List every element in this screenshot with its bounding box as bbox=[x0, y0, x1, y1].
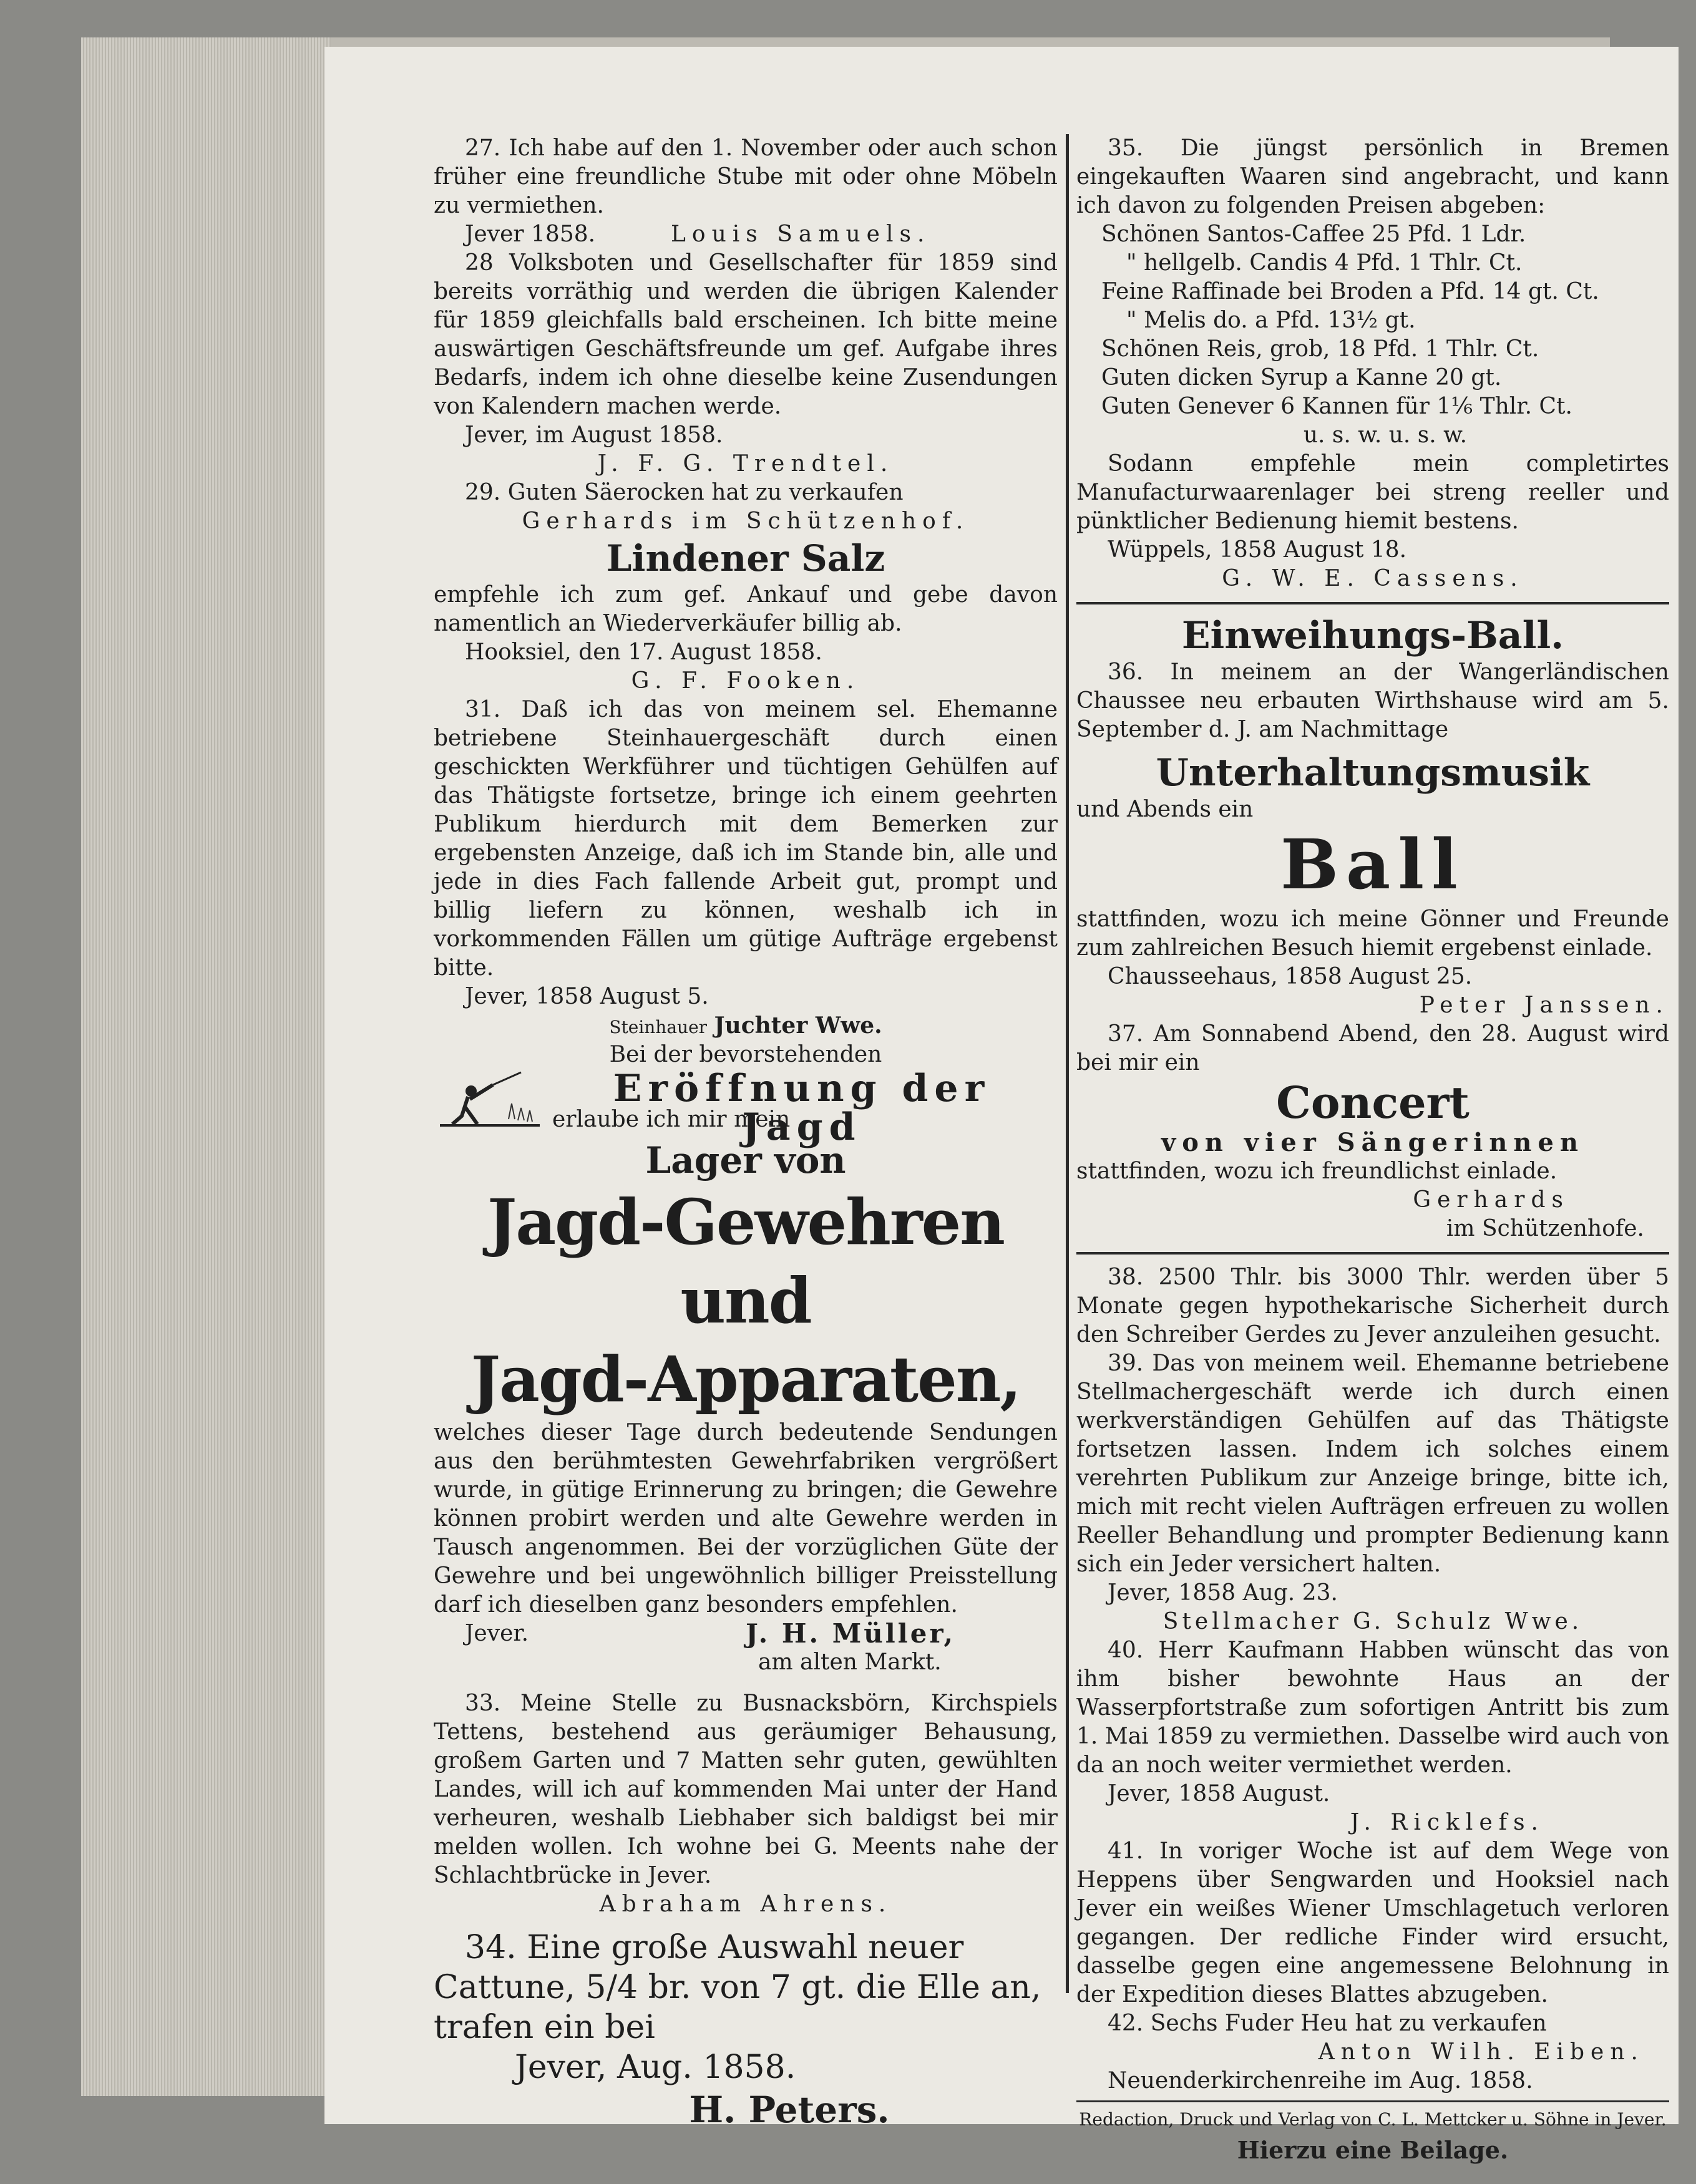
ad-37-text-b: stattfinden, wozu ich freundlichst einlade. bbox=[1076, 1158, 1557, 1184]
price-list-item: " Melis do. a Pfd. 13½ gt. bbox=[1126, 308, 1416, 333]
ad-36-place: Chausseehaus, 1858 August 25. bbox=[1108, 964, 1473, 989]
price-list-item: Guten Genever 6 Kannen für 1⅙ Thlr. Ct. bbox=[1101, 394, 1572, 419]
ad-35-place: Wüppels, 1858 August 18. bbox=[1108, 537, 1407, 563]
rule-line bbox=[1076, 2100, 1669, 2102]
right-column bbox=[1076, 134, 1669, 2165]
ad-31-signature: Juchter Wwe. bbox=[714, 1012, 882, 1039]
ad-37-concert: Concert bbox=[1276, 1077, 1469, 1128]
price-list-item: Feine Raffinade bei Broden a Pfd. 14 gt. Ct. bbox=[1101, 279, 1599, 304]
ad-41-text: 41. In voriger Woche ist auf dem Wege von Heppens über Sengwarden und Hooksiel nach Jever ein weißes Wiener Umschlagetuch verloren gegangen. Der redliche Finder wird ersucht, dasselbe gegen eine angemessene Belohnung in der Expedition dieses Blattes abzugeben. bbox=[1076, 1838, 1669, 2007]
ad-39-text: 39. Das von meinem weil. Ehemanne betriebene Stellmachergeschäft werde ich durch einen werkverständigen Gehülfen auf das Thätigste fortsetzen lassen. Indem ich solches einem verehrten Publikum zur Anzeige bringe, bitte ich, mich mit recht vielen Aufträgen erfreuen zu wollen Reeller Behandlung und prompter Bedienung kann sich ein Jeder versichert halten. bbox=[1076, 1351, 1669, 1577]
ad-35-signature: G. W. E. Cassens. bbox=[1222, 566, 1524, 591]
price-list-item: Guten dicken Syrup a Kanne 20 gt. bbox=[1101, 365, 1502, 391]
ad-28-place: Jever, im August 1858. bbox=[465, 422, 723, 448]
ad-35-text-b: Sodann empfehle mein completirtes Manufacturwaarenlager bei streng reeller und pünktlicher Bedienung hiemit bestens. bbox=[1076, 451, 1669, 534]
ad-34-line-4: Jever, Aug. 1858. bbox=[515, 2049, 796, 2086]
imprint: Redaction, Druck und Verlag von C. L. Mettcker u. Söhne in Jever. bbox=[1079, 2109, 1667, 2130]
ad-39-place: Jever, 1858 Aug. 23. bbox=[1108, 1580, 1338, 1606]
ad-30-text: empfehle ich zum gef. Ankauf und gebe davon namentlich an Wiederverkäufer billig ab. bbox=[434, 582, 1058, 636]
ad-34-line-1: 34. Eine große Auswahl neuer bbox=[465, 1929, 964, 1966]
ad-32-lager: Lager von bbox=[645, 1139, 846, 1182]
ad-27-place: Jever 1858. bbox=[465, 221, 596, 247]
ad-31-place: Jever, 1858 August 5. bbox=[465, 984, 709, 1009]
ad-36-text-b: stattfinden, wozu ich meine Gönner und Freunde zum zahlreichen Besuch hiemit ergebenst einlade. bbox=[1076, 906, 1669, 961]
ad-34-line-3: trafen ein bei bbox=[434, 2009, 655, 2046]
ad-27-signature: Louis Samuels. bbox=[671, 221, 931, 247]
ad-39-signature: Stellmacher G. Schulz Wwe. bbox=[1162, 1609, 1583, 1634]
supplement-notice: Hierzu eine Beilage. bbox=[1237, 2136, 1509, 2164]
ad-32-subline: erlaube ich mir mein bbox=[552, 1107, 791, 1132]
ad-32-text: welches dieser Tage durch bedeutende Sendungen aus den berühmtesten Gewehrfabriken vergrößert wurde, in gütige Erinnerung zu bringen; die Gewehre können probirt werden und alte Gewehre werden in Tausch angenommen. Bei der vorzüglichen Güte der Gewehre und bei ungewöhnlich billiger Preisstellung darf ich dieselben ganz besonders empfehlen. bbox=[434, 1420, 1058, 1618]
ad-35-price-list bbox=[1076, 220, 1669, 450]
price-list-item: u. s. w. u. s. w. bbox=[1303, 422, 1468, 448]
ad-42-text: 42. Sechs Fuder Heu hat zu verkaufen bbox=[1108, 2011, 1547, 2036]
newspaper-page bbox=[324, 47, 1679, 2164]
ad-34-line-2: Cattune, 5/4 br. von 7 gt. die Elle an, bbox=[434, 1969, 1041, 2006]
ad-35-text: 35. Die jüngst persönlich in Bremen eingekauften Waaren sind angebracht, und kann ich davon zu folgenden Preisen abgeben: bbox=[1076, 135, 1669, 218]
ad-38-text: 38. 2500 Thlr. bis 3000 Thlr. werden über 5 Monate gegen hypothekarische Sicherheit durch den Schreiber Gerdes zu Jever anzuleihen gesucht. bbox=[1076, 1264, 1669, 1347]
ad-36-ball: Ball bbox=[1280, 824, 1465, 905]
hunter-illustration-icon bbox=[434, 1069, 546, 1132]
ad-27-text: 27. Ich habe auf den 1. November oder auch schon früher eine freundliche Stube mit oder ohne Möbeln zu vermiethen. bbox=[434, 135, 1058, 218]
ad-31-signature-prefix: Steinhauer bbox=[609, 1017, 708, 1037]
left-column bbox=[434, 134, 1058, 2132]
ad-31-signature-line bbox=[434, 1011, 1058, 1041]
ad-32-signature-address: am alten Markt. bbox=[758, 1649, 942, 1675]
ad-33-signature: Abraham Ahrens. bbox=[599, 1891, 892, 1917]
ad-40-place: Jever, 1858 August. bbox=[1108, 1781, 1330, 1807]
ad-28-text: 28 Volksboten und Gesellschafter für 1859 sind bereits vorräthig und werden die übrigen Kalender für 1859 gleichfalls bald erscheinen. Ich bitte meine auswärtigen Geschäftsfreunde um gef. Aufgabe ihres Bedarfs, indem ich ohne dieselbe keine Zusendungen von Kalendern machen werde. bbox=[434, 250, 1058, 419]
ad-40-signature: J. Ricklefs. bbox=[1350, 1810, 1544, 1835]
ad-29-signature: Gerhards im Schützenhof. bbox=[522, 508, 970, 534]
ad-32-headline-1: Jagd-Gewehren und bbox=[487, 1185, 1004, 1337]
column-divider bbox=[1066, 134, 1069, 1993]
ad-32-header-row bbox=[434, 1067, 1058, 1149]
ad-36-music: Unterhaltungsmusik bbox=[1156, 751, 1590, 795]
ad-40-text: 40. Herr Kaufmann Habben wünscht das von ihm bisher bewohnte Haus an der Wasserpfortstraße zum sofortigen Antritt bis zum 1. Mai 1859 zu vermiethen. Dasselbe wird auch von da an noch weiter vermiethet werden. bbox=[1076, 1638, 1669, 1778]
ad-42-place: Neuenderkirchenreihe im Aug. 1858. bbox=[1108, 2068, 1533, 2094]
ad-37-text: 37. Am Sonnabend Abend, den 28. August wird bei mir ein bbox=[1076, 1021, 1669, 1075]
book-page-edges bbox=[81, 37, 331, 2096]
ad-32-headline-2: Jagd-Apparaten, bbox=[470, 1342, 1021, 1416]
ad-36-text: 36. In meinem an der Wangerländischen Chaussee neu erbauten Wirthshause wird am 5. September d. J. am Nachmittage bbox=[1076, 659, 1669, 742]
ad-32-place: Jever. bbox=[465, 1621, 529, 1646]
ad-30-heading: Lindener Salz bbox=[606, 537, 885, 580]
ad-37-signature-address: im Schützenhofe. bbox=[1446, 1216, 1644, 1241]
rule-line bbox=[1076, 1252, 1669, 1255]
ad-30-place: Hooksiel, den 17. August 1858. bbox=[465, 639, 822, 665]
ad-28-signature: J. F. G. Trendtel. bbox=[597, 451, 894, 477]
ad-33-text: 33. Meine Stelle zu Busnacksbörn, Kirchspiels Tettens, bestehend aus geräumiger Behausung, großem Garten und 7 Matten sehr guten, gewühlten Landes, will ich auf kommenden Mai unter der Hand verheuren, weshalb Liebhaber sich baldigst bei mir melden wollen. Ich wohne bei G. Meents nahe der Schlachtbrücke in Jever. bbox=[434, 1691, 1058, 1888]
ad-32-signature-row bbox=[434, 1619, 1058, 1648]
ad-32-heading: Eröffnung der Jagd bbox=[613, 1067, 991, 1149]
ad-37-subheading: von vier Sängerinnen bbox=[1161, 1128, 1585, 1157]
ad-36-midline: und Abends ein bbox=[1076, 797, 1254, 822]
ad-31-text: 31. Daß ich das von meinem sel. Ehemanne betriebene Steinhauergeschäft durch einen geschickten Werkführer und tüchtigen Gehülfen auf das Thätigste fortsetze, bringe ich einem geehrten Publikum hierdurch mit dem Bemerken zur ergebensten Anzeige, daß ich im Stande bin, alle und jede in dies Fach fallende Arbeit gut, prompt und billig liefern zu können, weshalb ich in vorkommenden Fällen um gütige Aufträge ergebenst bitte. bbox=[434, 697, 1058, 981]
ad-32-signature: J. H. Müller, bbox=[746, 1618, 956, 1649]
ad-30-signature: G. F. Fooken. bbox=[631, 668, 860, 694]
ad-42-signature: Anton Wilh. Eiben. bbox=[1318, 2039, 1644, 2065]
ad-36-signature: Peter Janssen. bbox=[1419, 993, 1669, 1018]
ad-32-intro: Bei der bevorstehenden bbox=[609, 1042, 882, 1067]
ad-29-text: 29. Guten Säerocken hat zu verkaufen bbox=[465, 480, 904, 505]
price-list-item: " hellgelb. Candis 4 Pfd. 1 Thlr. Ct. bbox=[1126, 250, 1523, 276]
price-list-item: Schönen Santos-Caffee 25 Pfd. 1 Ldr. bbox=[1101, 221, 1526, 247]
price-list-item: Schönen Reis, grob, 18 Pfd. 1 Thlr. Ct. bbox=[1101, 336, 1539, 362]
ad-34-signature: H. Peters. bbox=[689, 2089, 890, 2131]
ad-36-heading: Einweihungs-Ball. bbox=[1181, 614, 1564, 658]
rule-line bbox=[1076, 602, 1669, 604]
ad-37-signature: Gerhards bbox=[1413, 1187, 1569, 1213]
